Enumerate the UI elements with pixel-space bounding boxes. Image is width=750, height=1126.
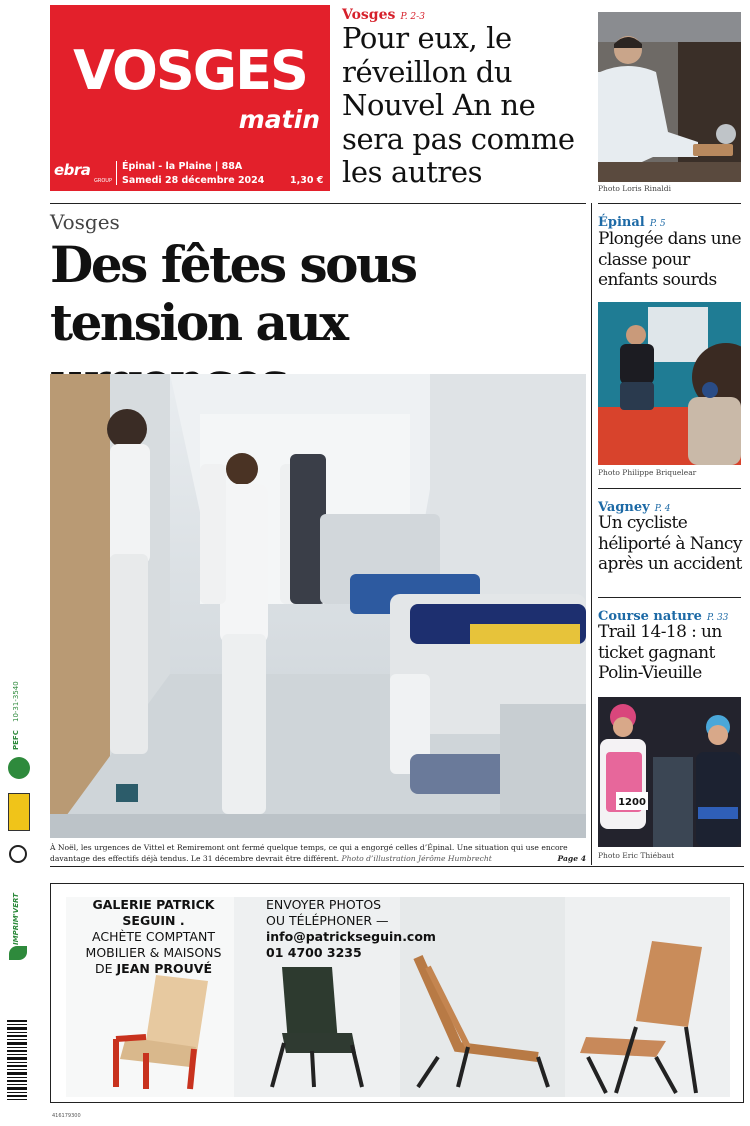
pefc-code: 10-31-3540 (12, 681, 20, 722)
issue-price: 1,30 € (290, 175, 324, 186)
side-story-2-page: P. 4 (654, 504, 671, 514)
advertisement[interactable] (50, 883, 744, 1103)
side-story-1-headline[interactable]: Plongée dans une classe pour enfants sourds (598, 229, 741, 290)
lounge-chair-black (262, 963, 372, 1093)
side-story-1-page: P. 5 (649, 219, 666, 229)
top-story-section: Vosges (342, 7, 396, 23)
triman-icon (9, 845, 27, 863)
side-story-1-section: Épinal (598, 215, 645, 230)
masthead-info-bar (50, 157, 330, 191)
barcode (6, 1018, 28, 1102)
divider (50, 203, 586, 204)
deck-chair-wood (398, 947, 558, 1097)
deaf-class-photo[interactable] (598, 302, 741, 465)
ad-line-2: MOBILIER & MAISONS (85, 945, 222, 960)
deaf-class-illustration (598, 302, 741, 465)
main-story-page[interactable]: Page 4 (557, 854, 586, 863)
imprim-vert-text: IMPRIM'VERT (12, 893, 20, 945)
hospital-corridor-photo[interactable] (50, 374, 586, 838)
side-story-1-credit: Photo Philippe Briquelear (598, 468, 697, 477)
divider (598, 203, 741, 204)
main-story-tag: Vosges (50, 210, 120, 234)
main-photo-credit: Photo d’illustration Jérôme Humbrecht (341, 854, 492, 863)
ebra-logo: ebra (54, 161, 91, 179)
masthead-logo[interactable] (50, 5, 330, 191)
ad-email-link[interactable]: info@patrickseguin.com (266, 929, 436, 944)
divider (598, 488, 741, 489)
trail-runners-photo[interactable] (598, 697, 741, 847)
pefc-code-wrap (12, 681, 53, 730)
main-caption-text: À Noël, les urgences de Vittel et Remiremont ont fermé quelque temps, ce qui a engorgé celles d’Épinal. Une situation qui use encore davantage des effectifs déjà tendus. Le 31 décembre devrait être différent. (50, 843, 568, 863)
trail-runners-illustration (598, 697, 741, 847)
ad-designer-name: JEAN PROUVÉ (116, 961, 212, 976)
ebra-group-label: GROUP (94, 178, 112, 184)
main-photo-caption (50, 842, 586, 864)
ad-send-line-2: OU TÉLÉPHONER — (266, 913, 389, 928)
side-story-3-headline[interactable]: Trail 14-18 : un ticket gagnant Polin-Vieuille (598, 622, 722, 683)
ad-line-3-prefix: DE (95, 961, 113, 976)
masthead-title: VOSGES (73, 39, 307, 102)
side-story-2-headline[interactable]: Un cycliste héliporté à Nancy après un accident (598, 513, 742, 574)
ad-line-1: ACHÈTE COMPTANT (92, 929, 215, 944)
side-story-2-section: Vagney (598, 500, 650, 515)
recycle-badge-icon (8, 793, 30, 831)
issue-date: Samedi 28 décembre 2024 (122, 175, 265, 186)
divider (598, 597, 741, 598)
leaf-icon (9, 946, 27, 960)
side-story-3-section: Course nature (598, 609, 702, 624)
ad-headline-block (66, 897, 241, 977)
top-story-headline[interactable]: Pour eux, le réveillon du Nouvel An ne sera pas comme les autres (342, 21, 575, 189)
side-story-1-tag (598, 211, 666, 230)
pefc-logo-icon (8, 757, 30, 779)
edition-label: Épinal - la Plaine | 88A (122, 161, 243, 172)
top-photo-credit: Photo Loris Rinaldi (598, 184, 671, 193)
pefc-text: PEFC (12, 730, 20, 750)
standard-chair-wood (576, 937, 716, 1097)
lounge-chair-red (86, 967, 226, 1097)
side-story-3-page: P. 33 (706, 613, 729, 623)
ad-brand: GALERIE PATRICK SEGUIN . (92, 897, 215, 928)
masthead-divider (116, 161, 117, 185)
chef-photo[interactable] (598, 12, 741, 182)
ad-panel (66, 897, 730, 1097)
top-story-page: P. 2-3 (400, 12, 425, 22)
hospital-corridor-illustration (50, 374, 586, 838)
main-story-headline[interactable]: Des fêtes sous tension aux (50, 235, 416, 352)
divider (50, 866, 744, 867)
ad-send-line-1: ENVOYER PHOTOS (266, 897, 382, 912)
column-divider (591, 203, 592, 865)
masthead-subtitle: matin (238, 105, 320, 134)
ad-phone-link[interactable]: 01 4700 3235 (266, 945, 362, 960)
barcode-number: 416179300 (52, 1113, 81, 1119)
chef-photo-illustration (598, 12, 741, 182)
runner-bib-number: 1200 (618, 797, 646, 808)
side-story-3-credit: Photo Eric Thiébaut (598, 851, 675, 860)
